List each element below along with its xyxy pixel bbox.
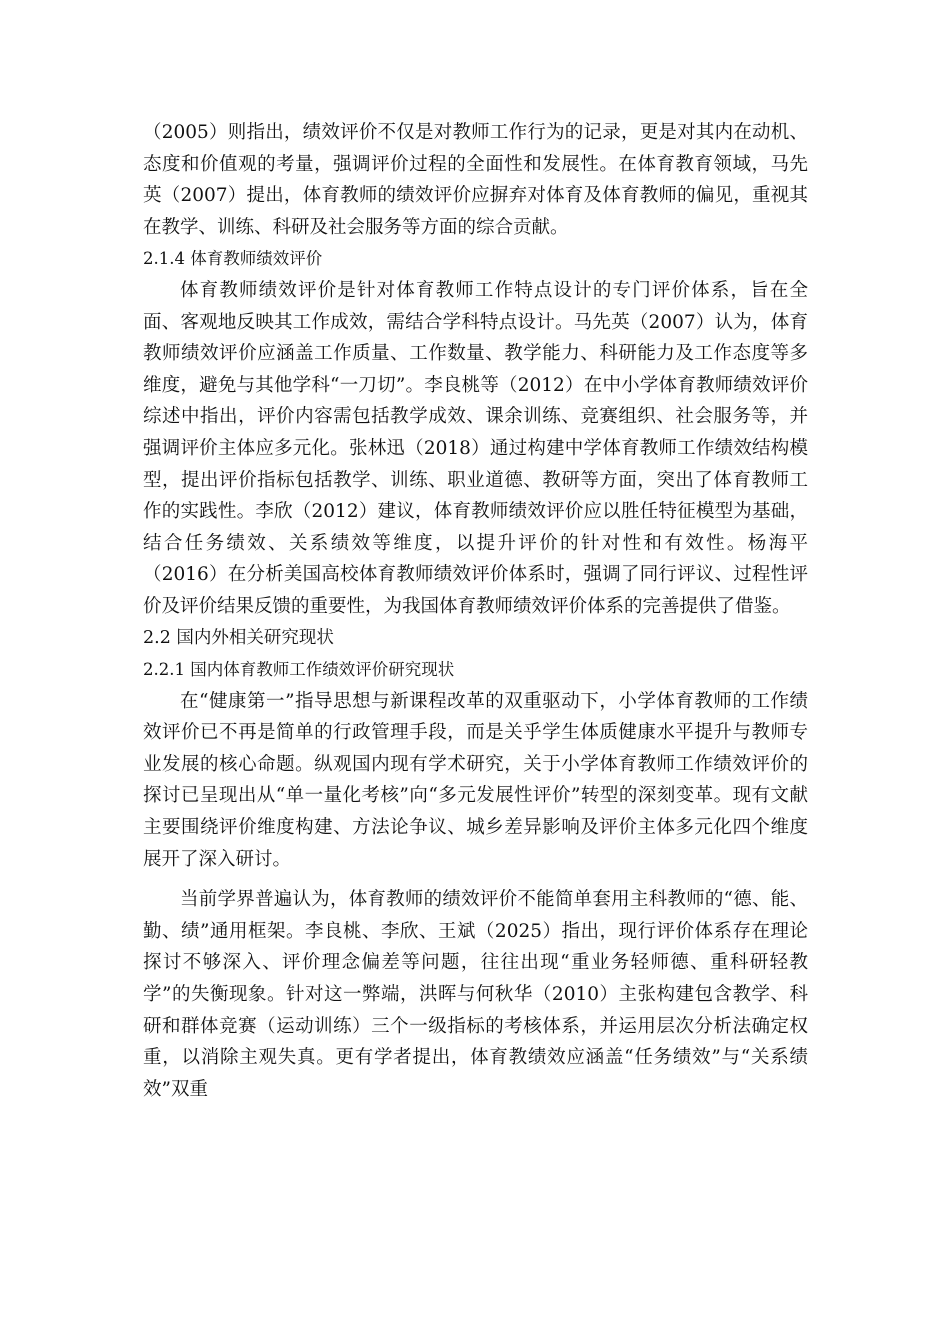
body-paragraph: 体育教师绩效评价是针对体育教师工作特点设计的专门评价体系，旨在全面、客观地反映其工作成效，需结合学科特点设计。马先英（2007）认为，体育教师绩效评价应涵盖工作质量、工作数量、教学能力、科研能力及工作态度等多维度，避免与其他学科“一刀切”。李良桃等（2012）在中小学体育教师绩效评价综述中指出，评价内容需包括教学成效、课余训练、竞赛组织、社会服务等，并强调评价主体应多元化。张林迅（2018）通过构建中学体育教师工作绩效结构模型，提出评价指标包括教学、训练、职业道德、教研等方面，突出了体育教师工作的实践性。李欣（2012）建议，体育教师绩效评价应以胜任特征模型为基础，结合任务绩效、关系绩效等维度，以提升评价的针对性和有效性。杨海平（2016）在分析美国高校体育教师绩效评价体系时，强调了同行评议、过程性评价及评价结果反馈的重要性，为我国体育教师绩效评价体系的完善提供了借鉴。 — [143, 279, 808, 617]
body-paragraph: （2005）则指出，绩效评价不仅是对教师工作行为的记录，更是对其内在动机、态度和价值观的考量，强调评价过程的全面性和发展性。在体育教育领域，马先英（2007）提出，体育教师的绩效评价应摒弃对体育及体育教师的偏见，重视其在教学、训练、科研及社会服务等方面的综合贡献。 — [143, 122, 808, 238]
body-paragraph: 在“健康第一”指导思想与新课程改革的双重驱动下，小学体育教师的工作绩效评价已不再是简单的行政管理手段，而是关乎学生体质健康水平提升与教师专业发展的核心命题。纵观国内现有学术研究，关于小学体育教师工作绩效评价的探讨已呈现出从“单一量化考核”向“多元发展性评价”转型的深刻变革。现有文献主要围绕评价维度构建、方法论争议、城乡差异影响及评价主体多元化四个维度展开了深入研讨。 — [143, 690, 808, 870]
section-heading-2-2: 2.2 国内外相关研究现状 — [143, 627, 334, 648]
document-page — [143, 117, 808, 1105]
section-heading-2-1-4: 2.1.4 体育教师绩效评价 — [143, 249, 323, 269]
body-paragraph: 当前学界普遍认为，体育教师的绩效评价不能简单套用主科教师的“德、能、勤、绩”通用框架。李良桃、李欣、王斌（2025）指出，现行评价体系存在理论探讨不够深入、评价理念偏差等问题，往往出现“重业务轻师德、重科研轻教学”的失衡现象。针对这一弊端，洪晖与何秋华（2010）主张构建包含教学、科研和群体竞赛（运动训练）三个一级指标的考核体系，并运用层次分析法确定权重，以消除主观失真。更有学者提出，体育教绩效应涵盖“任务绩效”与“关系绩效”双重 — [143, 889, 808, 1100]
section-heading-2-2-1: 2.2.1 国内体育教师工作绩效评价研究现状 — [143, 660, 455, 680]
